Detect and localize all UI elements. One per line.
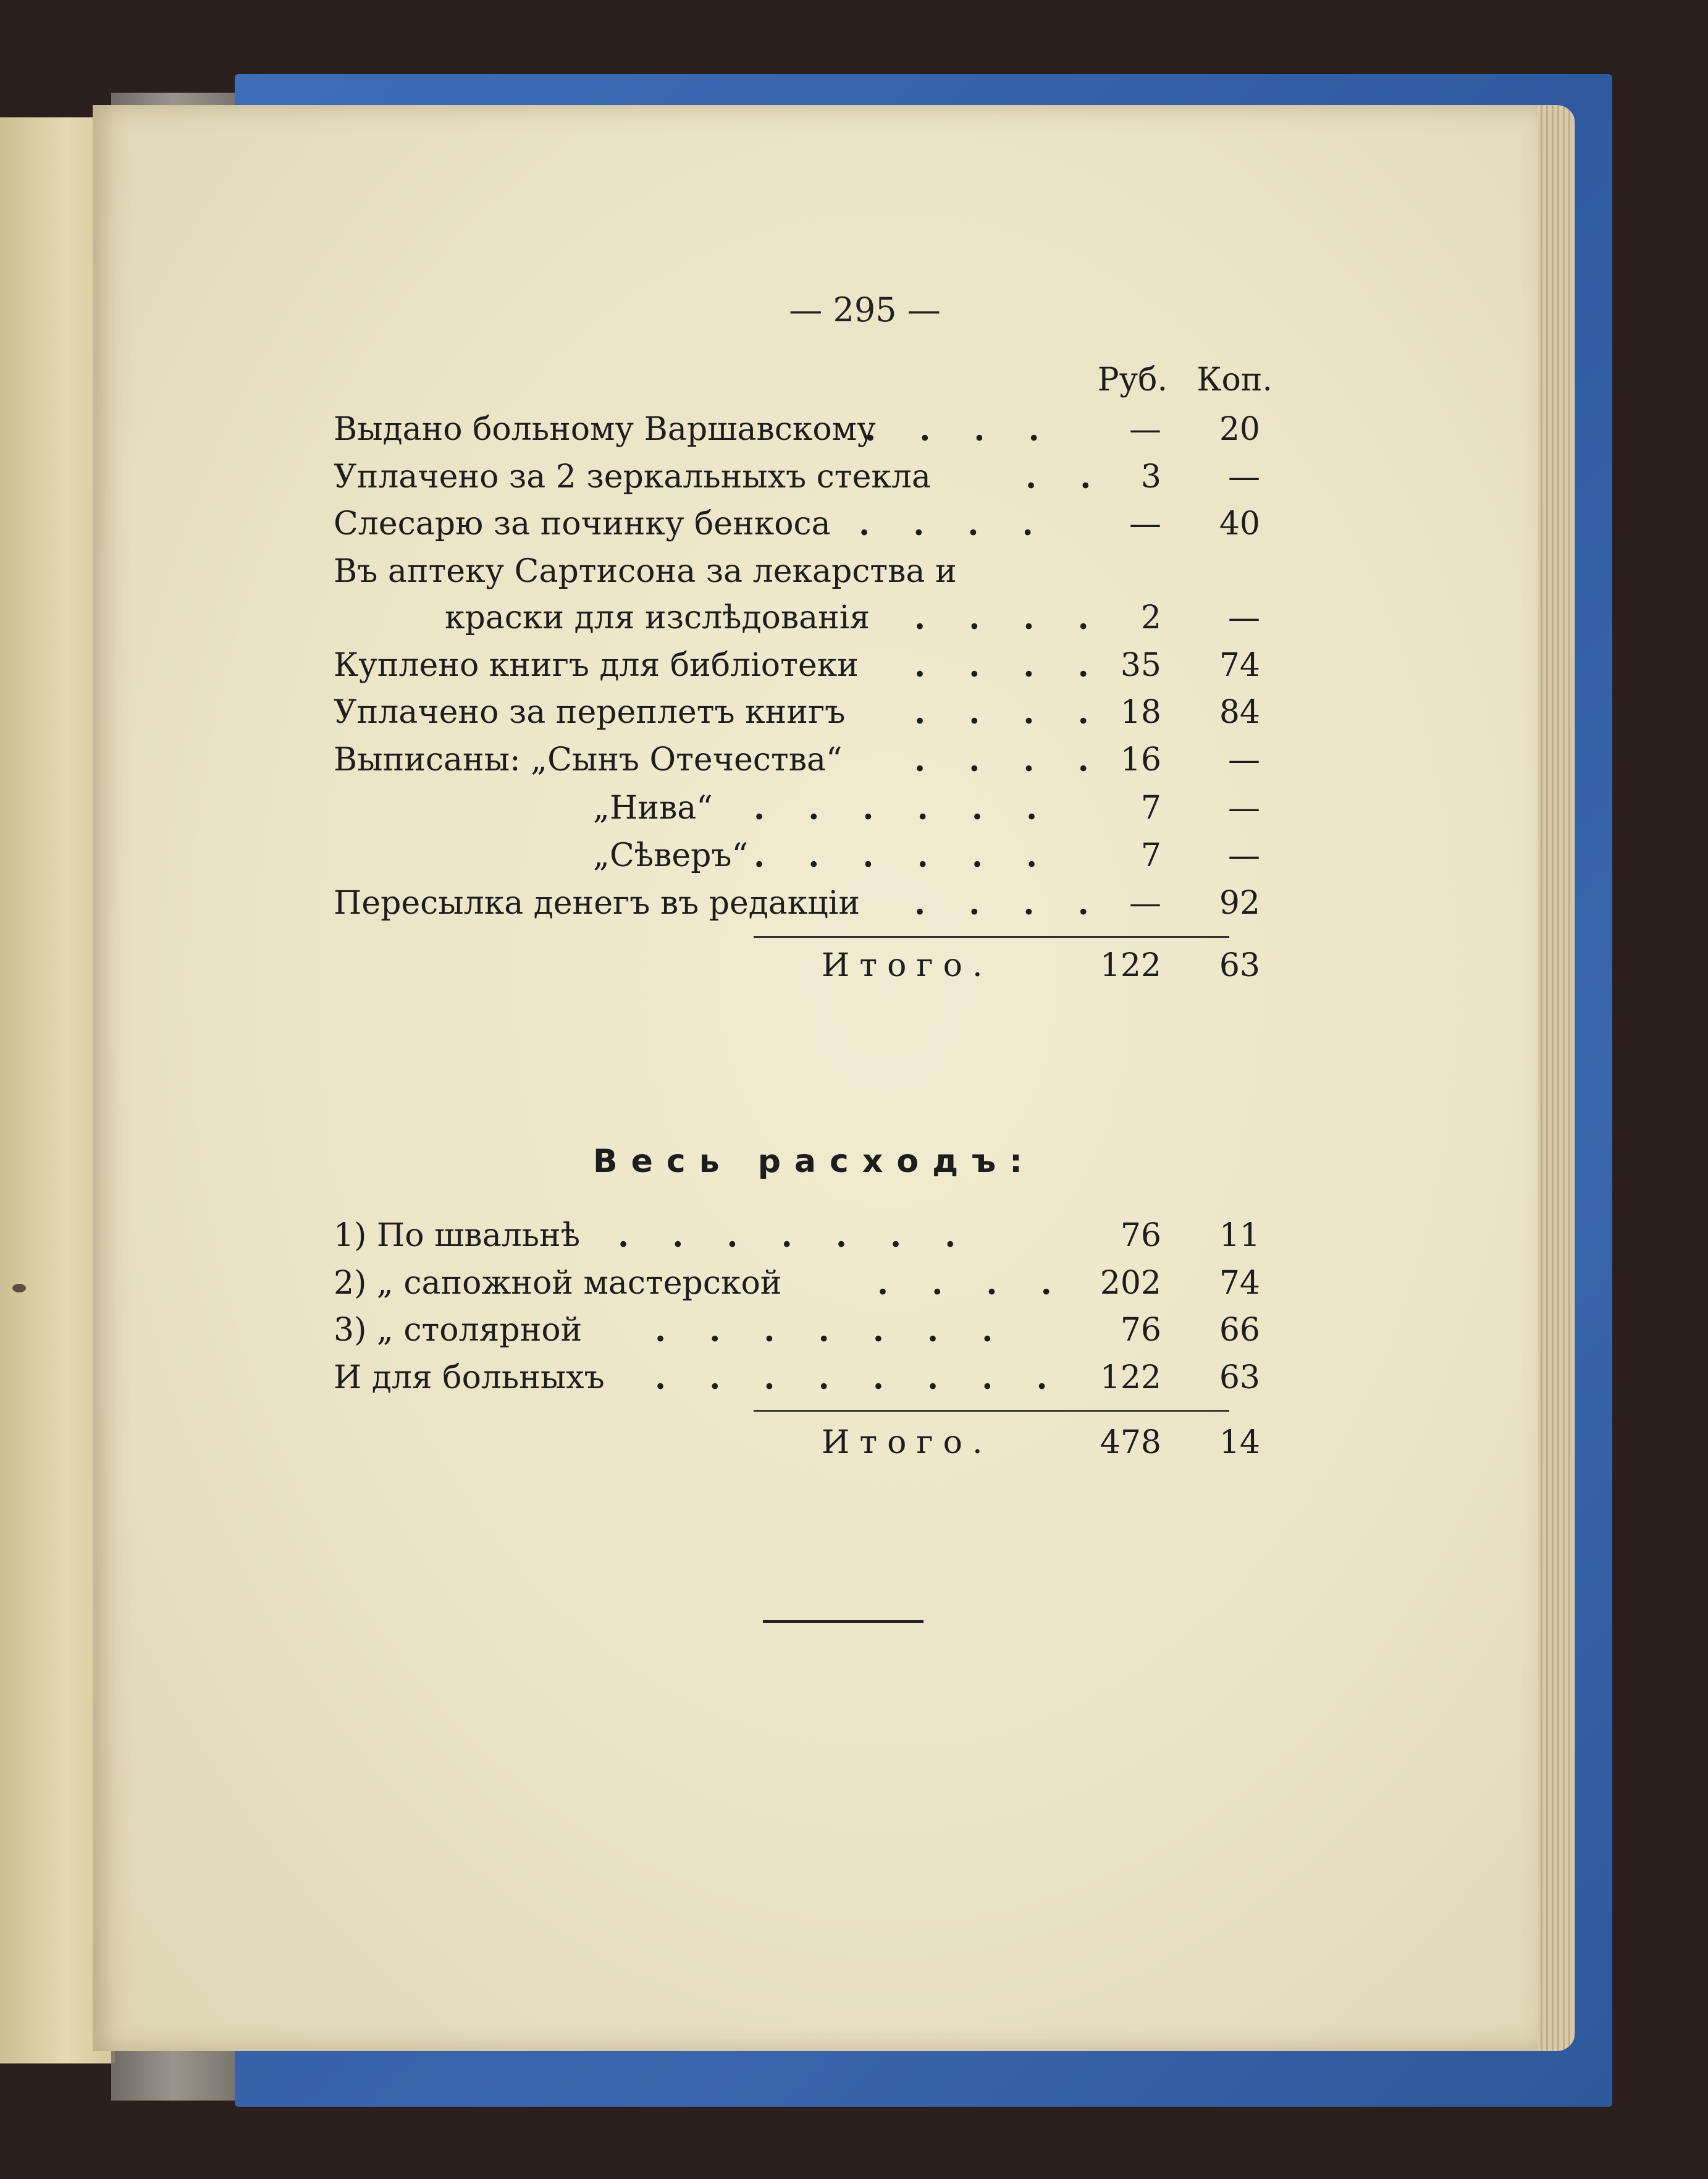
entry-kop: — [1228, 741, 1260, 778]
entry-row [334, 741, 1260, 785]
summary-label: 3) „ столярной [334, 1312, 583, 1349]
total-rub: 478 [1100, 1424, 1161, 1461]
entry-row [334, 458, 1260, 502]
entry-row [334, 694, 1260, 737]
entry-row [334, 505, 1260, 549]
leader-dots: . . . . . . . [655, 1312, 1009, 1349]
total-rub: 122 [1100, 947, 1161, 984]
leader-dots: . . [1025, 458, 1108, 496]
entry-rub: 7 [1140, 790, 1161, 827]
entry-label: Выдано больному Варшавскому [334, 411, 876, 448]
leader-dots: . . . . [859, 505, 1050, 543]
entry-label: Уплачено за переплетъ книгъ [334, 694, 846, 731]
entry-kop: 74 [1219, 647, 1260, 684]
entry-kop: 92 [1219, 885, 1260, 922]
page-number: — 295 — [789, 290, 941, 329]
total-label: Итого. [822, 1424, 993, 1461]
entry-kop: — [1228, 837, 1260, 874]
summary-kop: 74 [1219, 1265, 1260, 1302]
entry-rub: 2 [1140, 599, 1161, 636]
leader-dots: . . . . . . [754, 790, 1054, 827]
header-kop: Коп. [1197, 361, 1273, 398]
summary-kop: 11 [1219, 1217, 1260, 1254]
summary-label: 2) „ сапожной мастерской [334, 1265, 782, 1302]
summary-row [334, 1265, 1260, 1308]
total-row [334, 947, 1260, 990]
summary-kop: 66 [1219, 1312, 1260, 1349]
end-rule [763, 1620, 923, 1623]
leader-dots: . . . . [914, 885, 1105, 922]
total-row [334, 1424, 1260, 1467]
leader-dots: . . . . [865, 411, 1056, 449]
leader-dots: . . . . . . . [618, 1217, 972, 1255]
entry-label: „Нива“ [593, 790, 713, 827]
summary-rub: 122 [1100, 1359, 1161, 1396]
entry-row [334, 599, 1260, 643]
leader-dots: . . . . [914, 741, 1105, 779]
entry-label: краски для изслѣдованія [445, 599, 870, 636]
summary-rub: 202 [1100, 1265, 1161, 1302]
leader-dots: . . . . . . . . [655, 1359, 1064, 1397]
ink-mark [12, 1284, 26, 1292]
book-page [93, 105, 1538, 2051]
entry-rub: 35 [1120, 647, 1161, 684]
total-kop: 14 [1219, 1424, 1260, 1461]
leader-dots: . . . . [914, 694, 1105, 731]
entry-label: „Сѣверъ“ [593, 837, 749, 874]
entry-rub: — [1129, 505, 1161, 542]
entry-kop: 20 [1219, 411, 1260, 448]
entry-rub: 16 [1120, 741, 1161, 778]
total-label: Итого. [822, 947, 993, 984]
summary-row [334, 1359, 1260, 1402]
summary-rub: 76 [1120, 1217, 1161, 1254]
leader-dots: . . . . [914, 599, 1105, 637]
entry-row [334, 553, 1260, 596]
leader-dots: . . . . [914, 647, 1105, 685]
entry-label: Въ аптеку Сартисона за лекарства и [334, 553, 957, 590]
leader-dots: . . . . [877, 1265, 1068, 1302]
summary-label: И для больныхъ [334, 1359, 605, 1396]
summary-row [334, 1217, 1260, 1260]
column-headers [334, 361, 1273, 405]
entry-row [334, 837, 1260, 880]
entry-rub: 3 [1140, 458, 1161, 495]
entry-label: Слесарю за починку бенкоса [334, 505, 831, 542]
summary-rub: 76 [1120, 1312, 1161, 1349]
summary-kop: 63 [1219, 1359, 1260, 1396]
entry-kop: — [1228, 790, 1260, 827]
entry-row [334, 885, 1260, 928]
entry-row [334, 647, 1260, 690]
summary-label: 1) По швальнѣ [334, 1217, 581, 1254]
entry-kop: — [1228, 599, 1260, 636]
total-kop: 63 [1219, 947, 1260, 984]
entry-kop: — [1228, 458, 1260, 495]
entry-label: Выписаны: „Сынъ Отечества“ [334, 741, 843, 778]
sum-rule [754, 1410, 1229, 1412]
section-heading: Весь расходъ: [593, 1143, 1036, 1180]
entry-rub: 7 [1140, 837, 1161, 874]
entry-rub: — [1129, 411, 1161, 448]
entry-label: Уплачено за 2 зеркальныхъ стекла [334, 458, 931, 495]
entry-kop: 40 [1219, 505, 1260, 542]
entry-row [334, 790, 1260, 833]
sum-rule [754, 936, 1229, 938]
header-rub: Руб. [1097, 361, 1167, 398]
entry-label: Куплено книгъ для библіотеки [334, 647, 859, 684]
leader-dots: . . . . . . [754, 837, 1054, 875]
entry-kop: 84 [1219, 694, 1260, 731]
entry-label: Пересылка денегъ въ редакціи [334, 885, 860, 922]
entry-rub: — [1129, 885, 1161, 922]
summary-row [334, 1312, 1260, 1355]
entry-rub: 18 [1120, 694, 1161, 731]
entry-row [334, 411, 1260, 454]
